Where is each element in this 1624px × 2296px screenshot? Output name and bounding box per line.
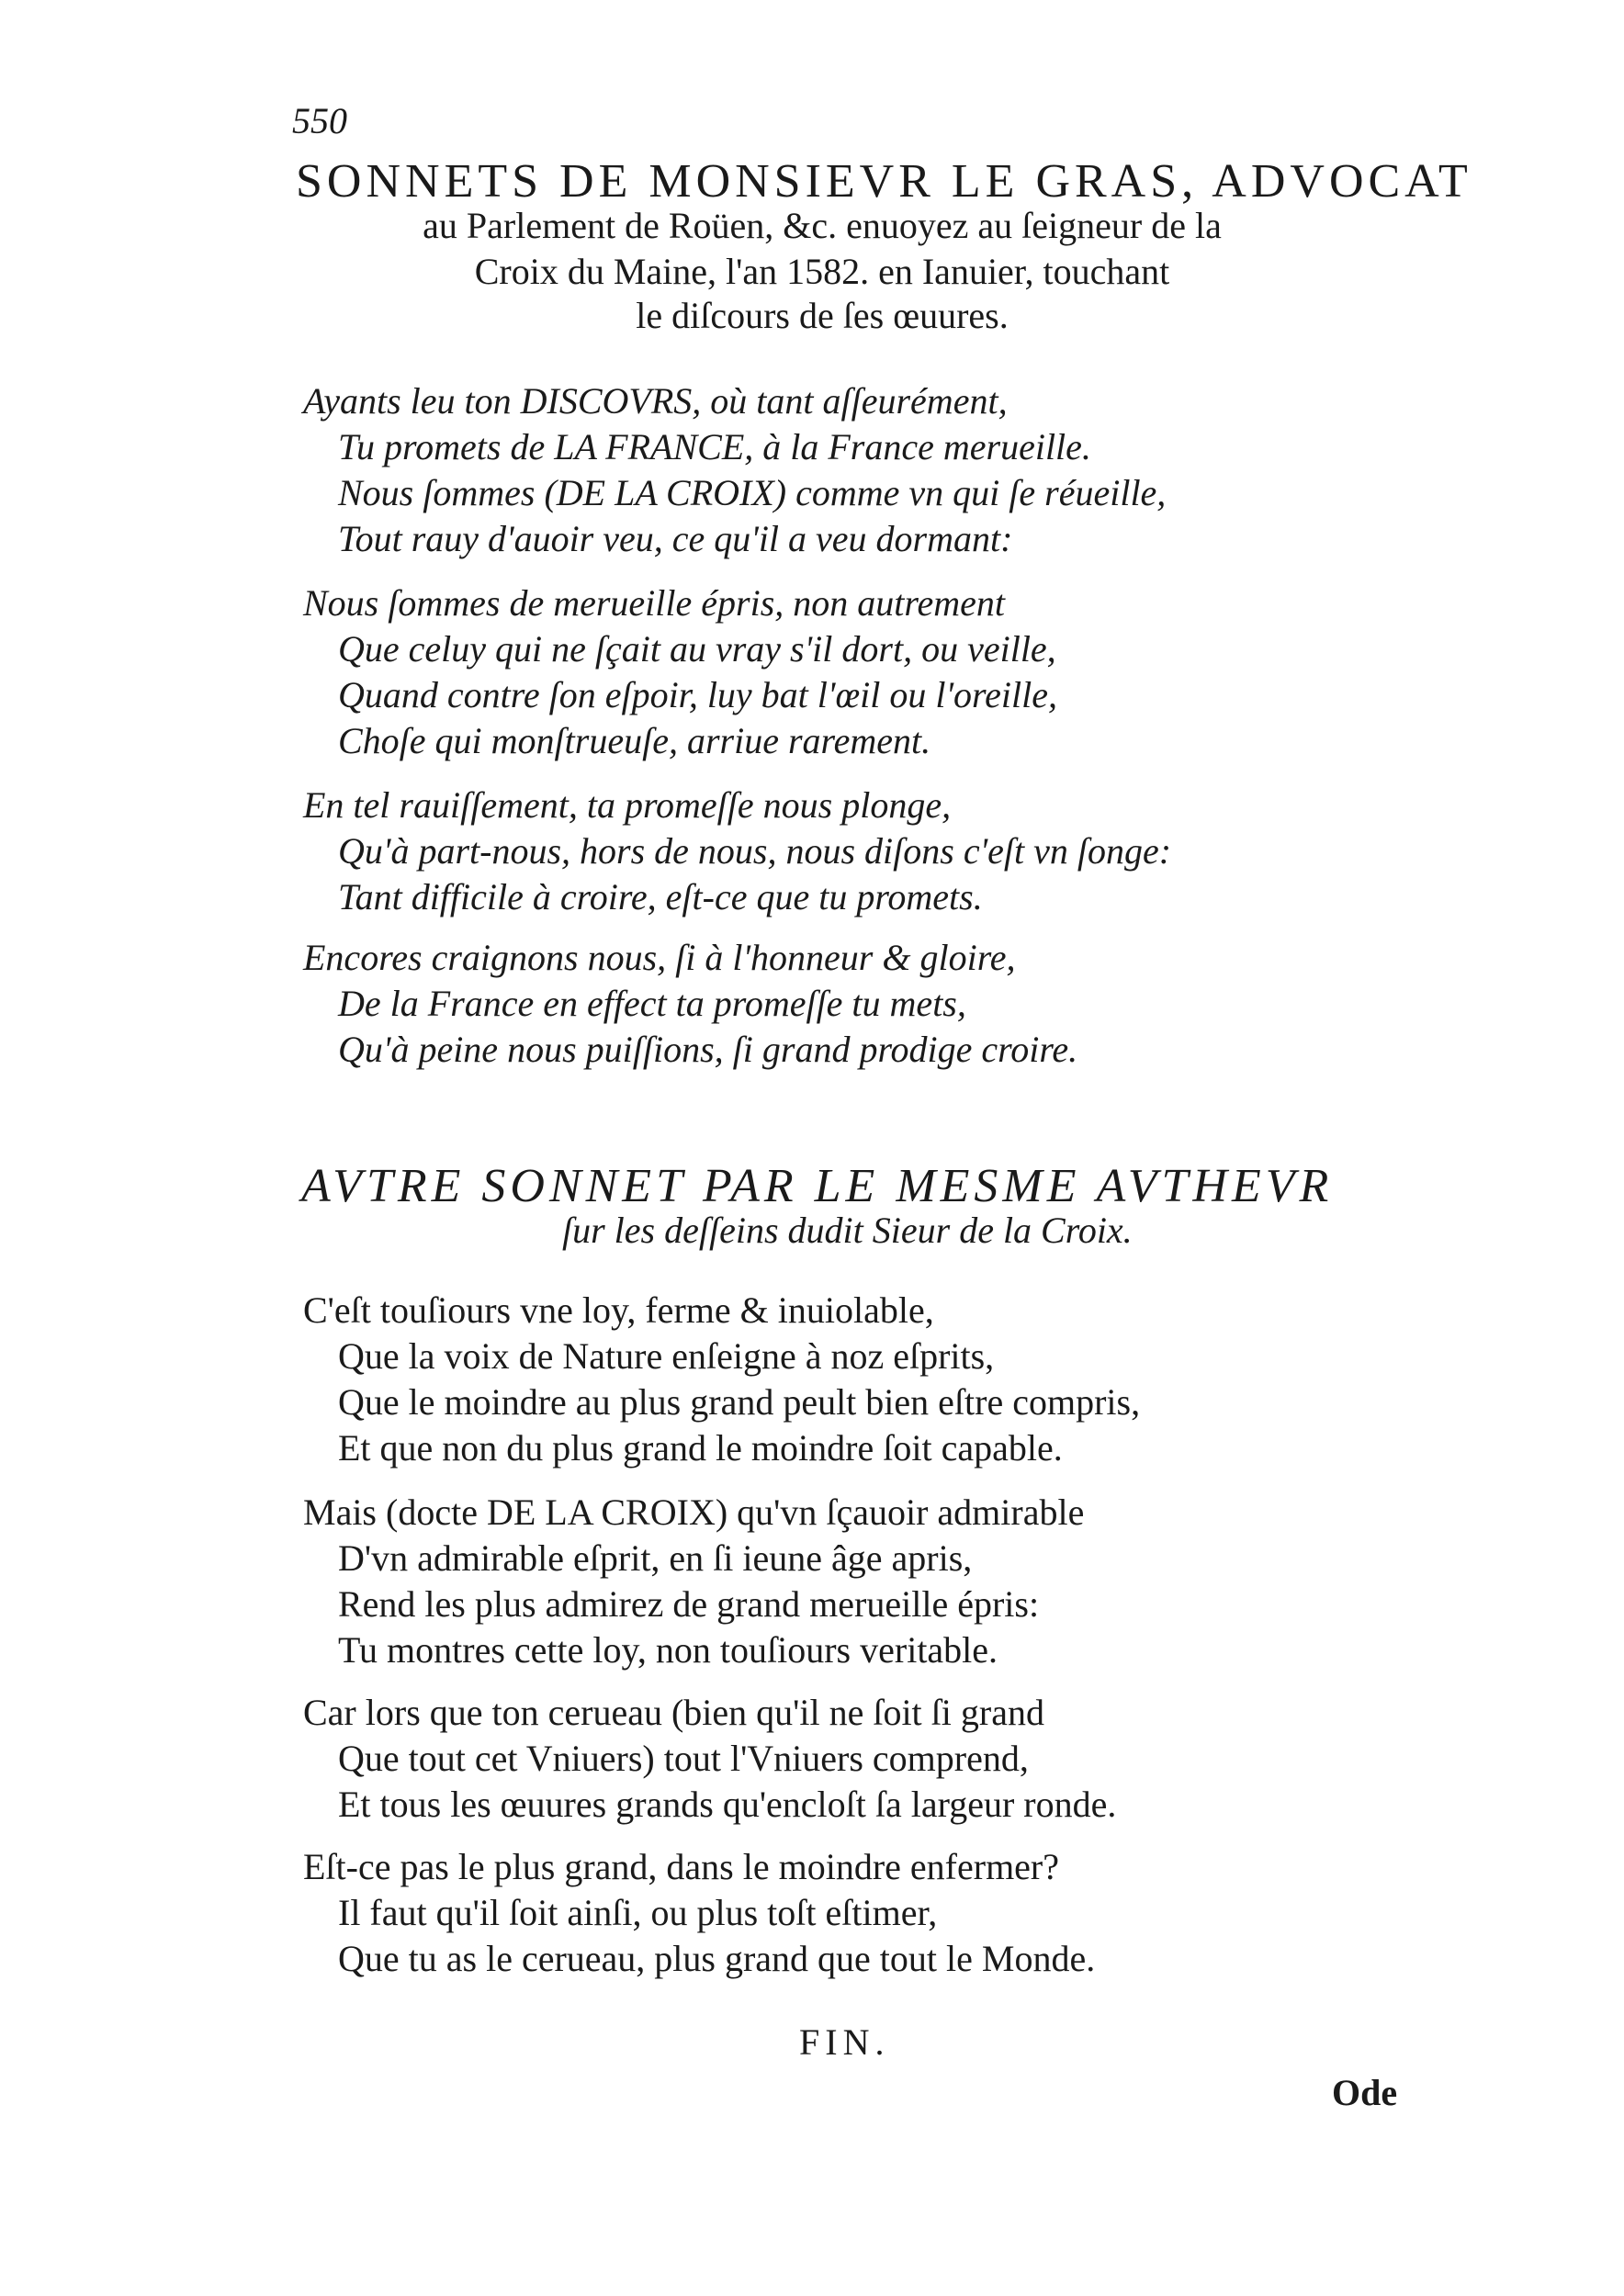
- verse-line: Il faut qu'il ſoit ainſi, ou plus toſt eſtimer,: [338, 1892, 938, 1933]
- sonnet1-stanza-2: [303, 580, 1057, 764]
- verse-line: Et que non du plus grand le moindre ſoit capable.: [338, 1427, 1063, 1469]
- verse-line: Nous ſommes de merueille épris, non autrement: [303, 582, 1005, 624]
- page-number: 550: [292, 100, 347, 141]
- sonnet2-stanza-1: [303, 1288, 1140, 1471]
- verse-line: C'eſt touſiours vne loy, ferme & inuiolable,: [303, 1289, 934, 1331]
- catchword: Ode: [1332, 2072, 1398, 2113]
- verse-line: Tu promets de LA FRANCE, à la France merueille.: [338, 426, 1091, 467]
- verse-line: Eſt-ce pas le plus grand, dans le moindre enfermer?: [303, 1846, 1060, 1887]
- verse-line: Ayants leu ton DISCOVRS, où tant aſſeurément,: [303, 380, 1008, 422]
- verse-line: Que celuy qui ne ſçait au vray s'il dort, ou veille,: [338, 628, 1056, 670]
- verse-line: D'vn admirable eſprit, en ſi ieune âge apris,: [338, 1537, 973, 1579]
- sonnet2-stanza-2: [303, 1490, 1084, 1673]
- verse-line: Mais (docte DE LA CROIX) qu'vn ſçauoir admirable: [303, 1491, 1085, 1533]
- verse-line: Tout rauy d'auoir veu, ce qu'il a veu dormant:: [338, 518, 1013, 559]
- verse-line: Que tout cet Vniuers) tout l'Vniuers comprend,: [338, 1738, 1029, 1779]
- sonnet1-subtitle-line-1: au Parlement de Roüen, &c. enuoyez au ſeigneur de la: [423, 205, 1222, 246]
- fin-label: FIN.: [799, 2021, 890, 2063]
- sonnet2-stanza-4: [303, 1844, 1095, 1982]
- sonnet1-subtitle-line-2: Croix du Maine, l'an 1582. en Ianuier, touchant: [474, 251, 1170, 292]
- verse-line: Choſe qui monſtrueuſe, arriue rarement.: [338, 720, 931, 761]
- sonnet1-stanza-1: [303, 378, 1166, 562]
- sonnet1-stanza-4: [303, 935, 1077, 1073]
- verse-line: Que tu as le cerueau, plus grand que tout le Monde.: [338, 1938, 1096, 1979]
- verse-line: Que le moindre au plus grand peult bien eſtre compris,: [338, 1381, 1141, 1423]
- verse-line: En tel rauiſſement, ta promeſſe nous plonge,: [303, 784, 952, 826]
- verse-line: Nous ſommes (DE LA CROIX) comme vn qui ſe réueille,: [338, 472, 1167, 513]
- sonnet2-subtitle: ſur les deſſeins dudit Sieur de la Croix.: [562, 1210, 1133, 1251]
- verse-line: Encores craignons nous, ſi à l'honneur & gloire,: [303, 937, 1016, 978]
- sonnet1-subtitle-line-3: le diſcours de ſes œuures.: [636, 295, 1009, 336]
- verse-line: Quand contre ſon eſpoir, luy bat l'œil ou l'oreille,: [338, 674, 1057, 715]
- sonnet1-title: SONNETS DE MONSIEVR LE GRAS, ADVOCAT: [296, 155, 1472, 208]
- verse-line: Car lors que ton cerueau (bien qu'il ne ſoit ſi grand: [303, 1692, 1044, 1733]
- sonnet2-stanza-3: [303, 1690, 1116, 1828]
- verse-line: Et tous les œuures grands qu'encloſt ſa largeur ronde.: [338, 1784, 1117, 1825]
- verse-line: Qu'à part-nous, hors de nous, nous diſons c'eſt vn ſonge:: [338, 830, 1172, 872]
- verse-line: De la France en effect ta promeſſe tu mets,: [338, 983, 966, 1024]
- verse-line: Que la voix de Nature enſeigne à noz eſprits,: [338, 1335, 995, 1377]
- verse-line: Rend les plus admirez de grand merueille épris:: [338, 1583, 1040, 1625]
- verse-line: Tu montres cette loy, non touſiours veritable.: [338, 1629, 998, 1671]
- verse-line: Tant difficile à croire, eſt-ce que tu promets.: [338, 876, 983, 917]
- sonnet2-title: AVTRE SONNET PAR LE MESME AVTHEVR: [301, 1160, 1334, 1212]
- sonnet1-stanza-3: [303, 782, 1171, 920]
- verse-line: Qu'à peine nous puiſſions, ſi grand prodige croire.: [338, 1029, 1078, 1070]
